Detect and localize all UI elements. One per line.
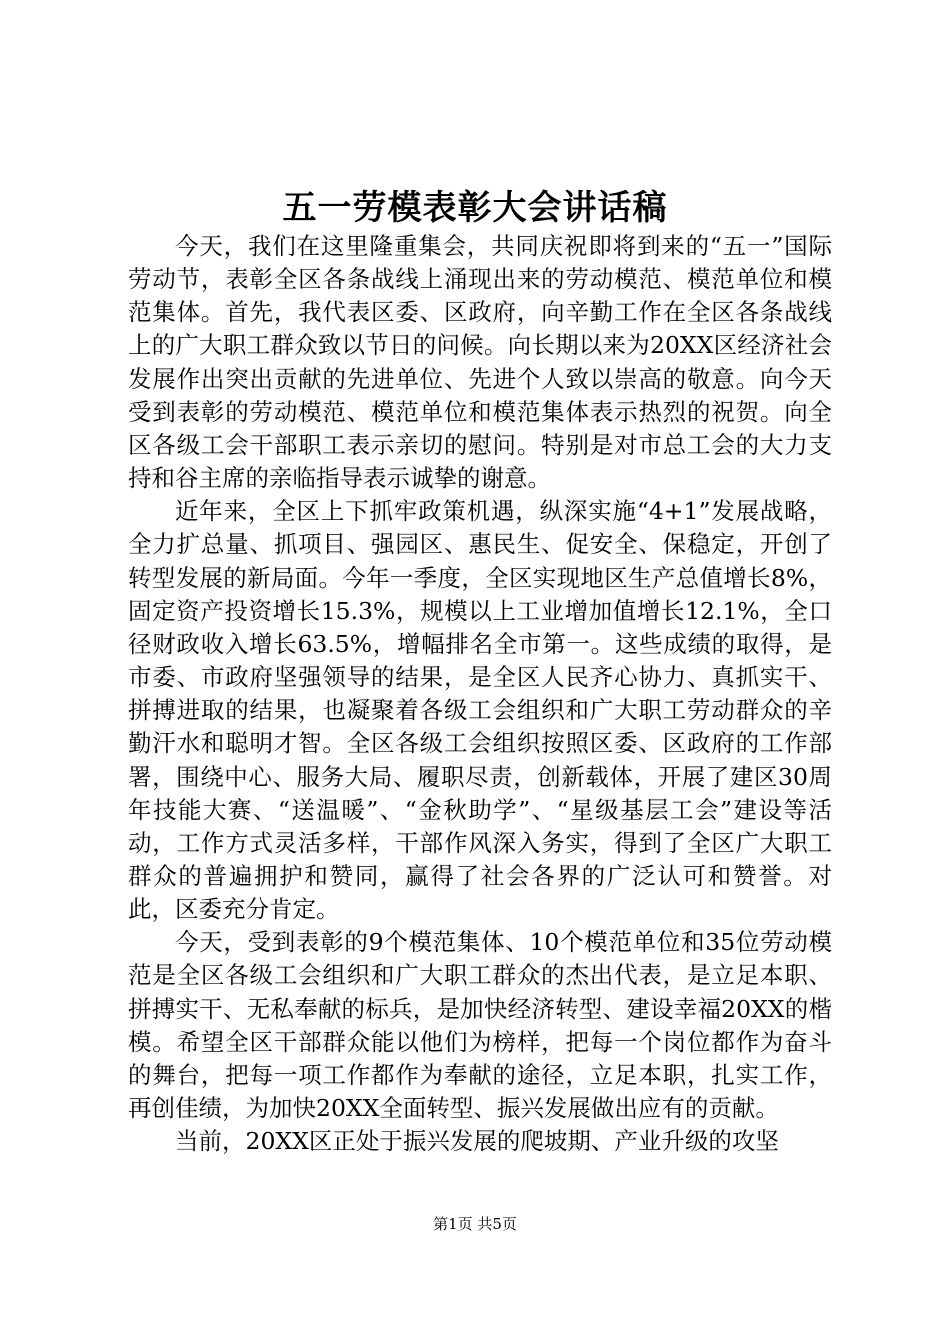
paragraph: 今天，受到表彰的9个模范集体、10个模范单位和35位劳动模范是全区各级工会组织和广大职工群众的杰出代表，是立足本职、拼搏实干、无私奉献的标兵，是加快经济转型、建设幸福20XX的楷模。希望全区干部群众能以他们为榜样，把每一个岗位都作为奋斗的舞台，把每一项工作都作为奉献的途径，立足本职，扎实工作，再创佳绩，为加快20XX全面转型、振兴发展做出应有的贡献。: [128, 928, 832, 1123]
paragraph: 当前，20XX区正处于振兴发展的爬坡期、产业升级的攻坚: [175, 1127, 779, 1156]
paragraph: 近年来，全区上下抓牢政策机遇，纵深实施“4+1”发展战略，全力扩总量、抓项目、强园区、惠民生、促安全、保稳定，开创了转型发展的新局面。今年一季度，全区实现地区生产总值增长8%，固定资产投资增长15.3%，规模以上工业增加值增长12.1%，全口径财政收入增长63.5%，增幅排名全市第一。这些成绩的取得，是市委、市政府坚强领导的结果，是全区人民齐心协力、真抓实干、拼搏进取的结果，也凝聚着各级工会组织和广大职工劳动群众的辛勤汗水和聪明才智。全区各级工会组织按照区委、区政府的工作部署，围绕中心、服务大局、履职尽责，创新载体，开展了建区30周年技能大赛、“送温暖”、“金秋助学”、“星级基层工会”建设等活动，工作方式灵活多样，干部作风深入务实，得到了全区广大职工群众的普遍拥护和赞同，赢得了社会各界的广泛认可和赞誉。对此，区委充分肯定。: [128, 497, 832, 924]
document-title: 五一劳模表彰大会讲话稿: [282, 188, 668, 228]
document-body: [128, 230, 832, 1158]
paragraph: 今天，我们在这里隆重集会，共同庆祝即将到来的“五一”国际劳动节，表彰全区各条战线上涌现出来的劳动模范、模范单位和模范集体。首先，我代表区委、区政府，向辛勤工作在全区各条战线上的广大职工群众致以节日的问候。向长期以来为20XX区经济社会发展作出突出贡献的先进单位、先进个人致以崇高的敬意。向今天受到表彰的劳动模范、模范单位和模范集体表示热烈的祝贺。向全区各级工会干部职工表示亲切的慰问。特别是对市总工会的大力支持和谷主席的亲临指导表示诚挚的谢意。: [128, 232, 832, 493]
page-number-footer: 第1页 共5页: [433, 1215, 517, 1233]
